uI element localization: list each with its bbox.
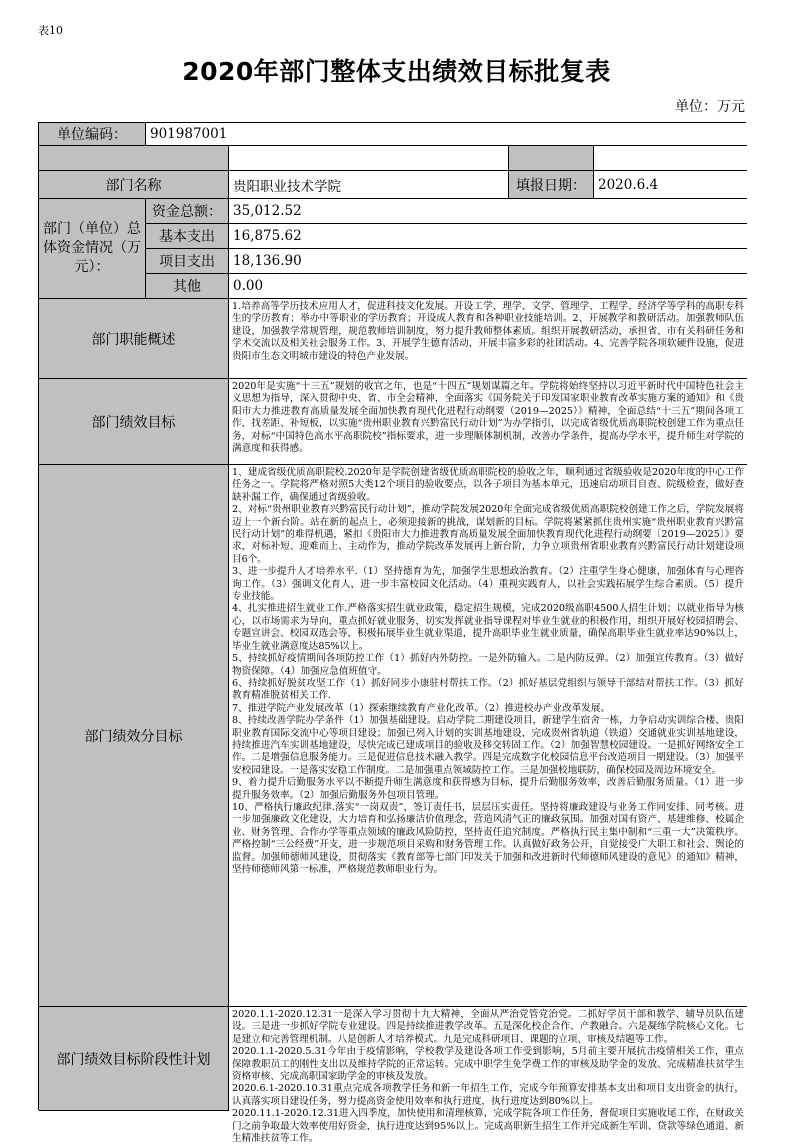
sub-goals-text — [229, 465, 747, 1007]
project-expense-value: 18,136.90 — [229, 249, 747, 274]
function-overview-label: 部门职能概述 — [39, 299, 229, 379]
funds-total-value: 35,012.52 — [229, 199, 747, 224]
blank-cell — [509, 146, 594, 171]
stage-plan-text — [229, 1007, 747, 1145]
project-expense-label: 项目支出 — [146, 249, 229, 274]
performance-goal-text: 2020年是实施“十三五”规划的收官之年，也是“十四五”规划谋篇之年。学院将始终坚持以习近平新时代中国特色社会主义思想为指导，深入贯彻中央、省、市全会精神，全面落实《国务院关于印发国家职业教育改革实施方案的通知》和《贵阳市大力推进教育高质量发展全面加快教育现代化进程行动纲要（2019—2025）》精神，全面总结“十三五”期间各项工作，找差距、补短板，以实施“贵州职业教育兴黔富民行动计划”为办学指引，以完成省级优质高职院校创建工作为重点任务，对标“中国特色高水平高职院校”指标要求，进一步理顺体制机制，改善办学条件，提高办学水平，提升师生对学院的满意度和获得感。 — [229, 379, 747, 465]
sub-goal-paragraph: 5、持续抓好疫情期间各项防控工作（1）抓好内外防控。一是外防输入。二是内防反弹。（2）加强宣传教育。（3）做好物资保障。（4）加强应急值班值守。 — [232, 653, 744, 677]
stage-plan-paragraph: 2020.11.1-2020.12.31进入四季度，加快使用和清理核算，完成学院各项工作任务，督促项目实施收尾工作，在财政关门之前争取最大效率使用好资金，执行进度达到95%以上。完成高职新生招生工作并完成新生军训、贷款等绿色通道、新生精准扶贫等工作。 — [232, 1108, 744, 1145]
stage-plan-paragraph: 2020.1.1-2020.5.31今年由于疫情影响，学校教学及建设各项工作受到影响，5月前主要开展抗击疫情相关工作，重点保障教职员工的刚性支出以及维持学院的正常运转。完成中职学生免学费工作的审核及助学金的发放、完成精准扶贫学生资格审核、完成高职国家助学金的审核及发放。 — [232, 1046, 744, 1083]
approval-table — [38, 122, 746, 1145]
page-title: 2020年部门整体支出绩效目标批复表 — [182, 57, 611, 86]
sub-goal-paragraph: 7、推进学院产业发展改革（1）探索继续教育产业化改革。（2）推进校办产业改革发展。 — [232, 702, 611, 714]
sub-goals-label: 部门绩效分目标 — [39, 465, 229, 1007]
funds-section-label — [39, 199, 146, 299]
blank-cell — [39, 146, 229, 171]
unit-code-label: 单位编码： — [39, 123, 146, 146]
sub-goal-paragraph: 3、进一步提升人才培养水平.（1）坚持德育为先，加强学生思想政治教育。（2）注重学生身心健康，加强体育与心理咨询工作。（3）强调文化育人，进一步丰富校园文化活动。（4）重视实践育人，以社会实践拓展学生综合素质。（5）提升专业技能。 — [232, 566, 744, 603]
table-number: 表10 — [38, 24, 63, 37]
sub-goal-paragraph: 10、严格执行廉政纪律.落实“一岗双责”，签订责任书，层层压实责任。坚持将廉政建设与业务工作同安排、同考核。进一步加强廉政文化建设，大力培育和弘扬廉洁价值理念，营造风清气正的廉政氛围。加强对国有资产、基建维修、校属企业、财务管理、合作办学等重点领域的廉政风险防控，坚持责任追究制度。严格执行民主集中制和“三重一大”决策秩序。严格控制“三公经费”开支，进一步规范项目采购和财务管理工作。认真做好政务公开，自觉接受广大职工和社会、舆论的监督。加强师德师风建设，贯彻落实《教育部等七部门印发关于加强和改进新时代师德师风建设的意见》的通知》精神，坚持师德师风第一标准，严格规范教师职业行为。 — [232, 801, 744, 875]
funds-total-label: 资金总额： — [146, 199, 229, 224]
sub-goal-paragraph: 9、着力提升后勤服务水平以不断提升师生满意度和获得感为目标，提升后勤服务效率，改善后勤服务质量。（1）进一步提升服务效率。（2）加强后勤服务外包项目管理。 — [232, 777, 744, 801]
date-value: 2020.6.4 — [594, 171, 747, 199]
performance-goal-label: 部门绩效目标 — [39, 379, 229, 465]
function-overview-text: 1.培养高等学历技术应用人才，促进科技文化发展。开设工学、理学、文学、管理学、工程学、经济学等学科的高职专科生的学历教育；举办中等职业的学历教育；开设成人教育和各种职业技能培训。2、开展教学和教研活动。加强教师队伍建设，加强教学常规管理，规范教师培训制度，努力提升教师整体素质。组织开展教研活动，承担省、市有关科研任务和学术交流以及相关社会服务工作。3、开展学生德育活动，开展丰富多彩的社团活动。4、完善学院各项软硬件设施，促进贵阳市生态文明城市建设的特色产业发展。 — [229, 299, 747, 379]
unit-label: 单位：万元 — [675, 99, 745, 115]
sub-goal-paragraph: 1、建成省级优质高职院校.2020年是学院创建省级优质高职院校的验收之年，顺利通过省级验收是2020年度的中心工作任务之一。学院将严格对照5大类12个项目的验收要点，以各子项目为基本单元，迅速启动项目自查、院级检查，做好查缺补漏工作，确保通过省级验收。 — [232, 467, 744, 503]
other-expense-label: 其他 — [146, 274, 229, 299]
dept-name-label: 部门名称 — [39, 171, 229, 199]
sub-goal-paragraph: 4、扎实推进招生就业工作.严格落实招生就业政策，稳定招生规模，完成2020级高职4500人招生计划；以就业指导为核心，以市场需求为导向，重点抓好就业服务，切实发挥就业指导课程对毕业生就业的积极作用，组织开展好校园招聘会、专题宣讲会、校园双选会等，积极拓展毕业生就业渠道，提升高职毕业生就业质量，确保高职毕业生就业率达90%以上，毕业生就业满意度达85%以上。 — [232, 603, 744, 652]
unit-code-value: 901987001 — [146, 123, 747, 146]
basic-expense-value: 16,875.62 — [229, 224, 747, 249]
date-label: 填报日期： — [509, 171, 594, 199]
blank-cell — [229, 146, 509, 171]
sub-goal-paragraph: 6、持续抓好脱贫攻坚工作（1）抓好同步小康驻村帮扶工作。（2）抓好基层党组织与领导干部结对帮扶工作。（3）抓好教育精准脱贫相关工作. — [232, 677, 744, 702]
other-expense-value: 0.00 — [229, 274, 747, 299]
stage-plan-label: 部门绩效目标阶段性计划 — [39, 1007, 229, 1111]
basic-expense-label: 基本支出 — [146, 224, 229, 249]
funds-label-text: 部门（单位）总体资金情况（万元）： — [43, 221, 141, 275]
stage-plan-paragraph: 2020.6.1-2020.10.31重点完成各项教学任务和新一年招生工作，完成今年预算安排基本支出和项目支出资金的执行，认真落实项目建设任务，努力提高资金使用效率和执行进度，执行进度达到80%以上。 — [232, 1083, 744, 1107]
sub-goal-paragraph: 8、持续改善学院办学条件（1）加强基础建设。启动学院二期建设项目，新建学生宿舍一栋，力争启动实训综合楼、贵阳职业教育国际交流中心等项目建设；加强已列入计划的实训基地建设，完成贵州省轨道（铁道）交通就业实训基地建设，持续推进汽车实训基地建设，尽快完成已建成项目的验收及移交转固工作。（2）加强智慧校园建设。一是抓好网络安全工作。二是增强信息服务能力。三是促进信息技术融入教学。四是完成数字化校园信息平台改造项目一期建设。（3）加强平安校园建设。一是落实安稳工作制度。二是加强重点领域防控工作。三是加强校地联防，确保校园及周边环境安全。 — [232, 715, 744, 776]
sub-goal-paragraph: 2、对标“贵州职业教育兴黔富民行动计划”，推动学院发展2020年全面完成省级优质高职院校创建工作之后，学院发展将迈上一个新台阶。站在新的起点上，必须迎接新的挑战，谋划新的目标。学院将紧紧抓住贵州实施“贵州职业教育兴黔富民行动计划”的难得机遇，紧扣《贵阳市大力推进教育高质量发展全面加快教育现代化进程行动纲要〔2019—2025〕》要求，对标补短、迎难而上、主动作为，推动学院改革发展再上新台阶，力争立项贵州省职业教育兴黔富民行动计划建设项目6个。 — [232, 504, 744, 565]
stage-plan-paragraph: 2020.1.1-2020.12.31一是深入学习贯彻十九大精神，全面从严治党管党治党。二抓好学员干部和教学、辅导员队伍建设。三是进一步抓好学院专业建设。四是持续推进教学改革。五是深化校企合作、产教融合。六是凝练学院核心文化。七是建立和完善管理机制。八是创新人才培养模式。九是完成科研项目、课题的立项、审核及结题等工作。 — [232, 1009, 744, 1045]
dept-name-value: 贵阳职业技术学院 — [229, 171, 509, 199]
blank-cell — [594, 146, 747, 171]
